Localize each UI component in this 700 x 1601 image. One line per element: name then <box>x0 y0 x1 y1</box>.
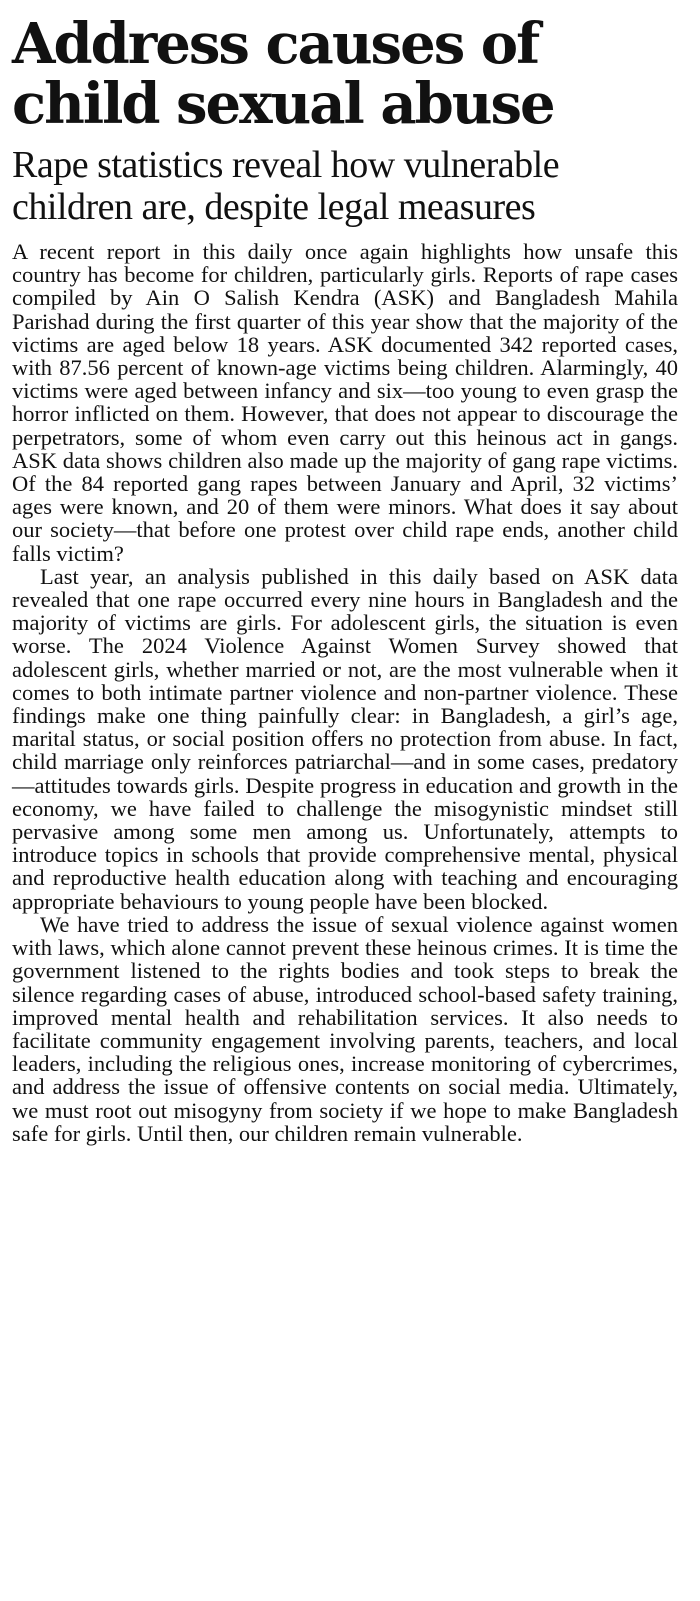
headline: Address causes of child sexual abuse <box>12 11 554 137</box>
body-paragraph-3: We have tried to address the issue of sexual violence against women with laws, which alone cannot prevent these heinous crimes. It is time the government listened to the rights bodies and took steps to break the silence regarding cases of abuse, introduced school-based safety training, improved mental health and rehabilitation services. It also needs to facilitate community engagement involving parents, teachers, and local leaders, including the religious ones, increase monitoring of cybercrimes, and address the issue of offensive contents on social media. Ultimately, we must root out misogyny from society if we hope to make Bangladesh safe for girls. Until then, our children remain vulnerable. <box>12 911 678 1146</box>
article-body <box>12 240 678 1145</box>
subheadline: Rape statistics reveal how vulnerable children are, despite legal measures <box>12 144 560 228</box>
body-paragraph-1: A recent report in this daily once again highlights how unsafe this country has become for children, particularly girls. Reports of rape cases compiled by Ain O Salish Kendra (ASK) and Bangladesh Mahila Parishad during the first quarter of this year show that the majority of the victims are aged below 18 years. ASK documented 342 reported cases, with 87.56 percent of known-age victims being children. Alarmingly, 40 victims were aged between infancy and six—too young to even grasp the horror inflicted on them. However, that does not appear to discourage the perpetrators, some of whom even carry out this heinous act in gangs. ASK data shows children also made up the majority of gang rape victims. Of the 84 reported gang rapes between January and April, 32 victims’ ages were known, and 20 of them were minors. What does it say about our society—that before one protest over child rape ends, another child falls victim? <box>12 239 678 566</box>
body-paragraph-2: Last year, an analysis published in this daily based on ASK data revealed that one rape occurred every nine hours in Bangladesh and the majority of victims are girls. For adolescent girls, the situation is even worse. The 2024 Violence Against Women Survey showed that adolescent girls, whether married or not, are the most vulnerable when it comes to both intimate partner violence and non-partner violence. These findings make one thing painfully clear: in Bangladesh, a girl’s age, marital status, or social position offers no protection from abuse. In fact, child marriage only reinforces patriarchal—and in some cases, predatory—attitudes towards girls. Despite progress in education and growth in the economy, we have failed to challenge the misogynistic mindset still pervasive among some men among us. Unfortunately, attempts to introduce topics in schools that provide comprehensive mental, physical and reproductive health education along with teaching and encouraging appropriate behaviours to young people have been blocked. <box>12 563 678 914</box>
